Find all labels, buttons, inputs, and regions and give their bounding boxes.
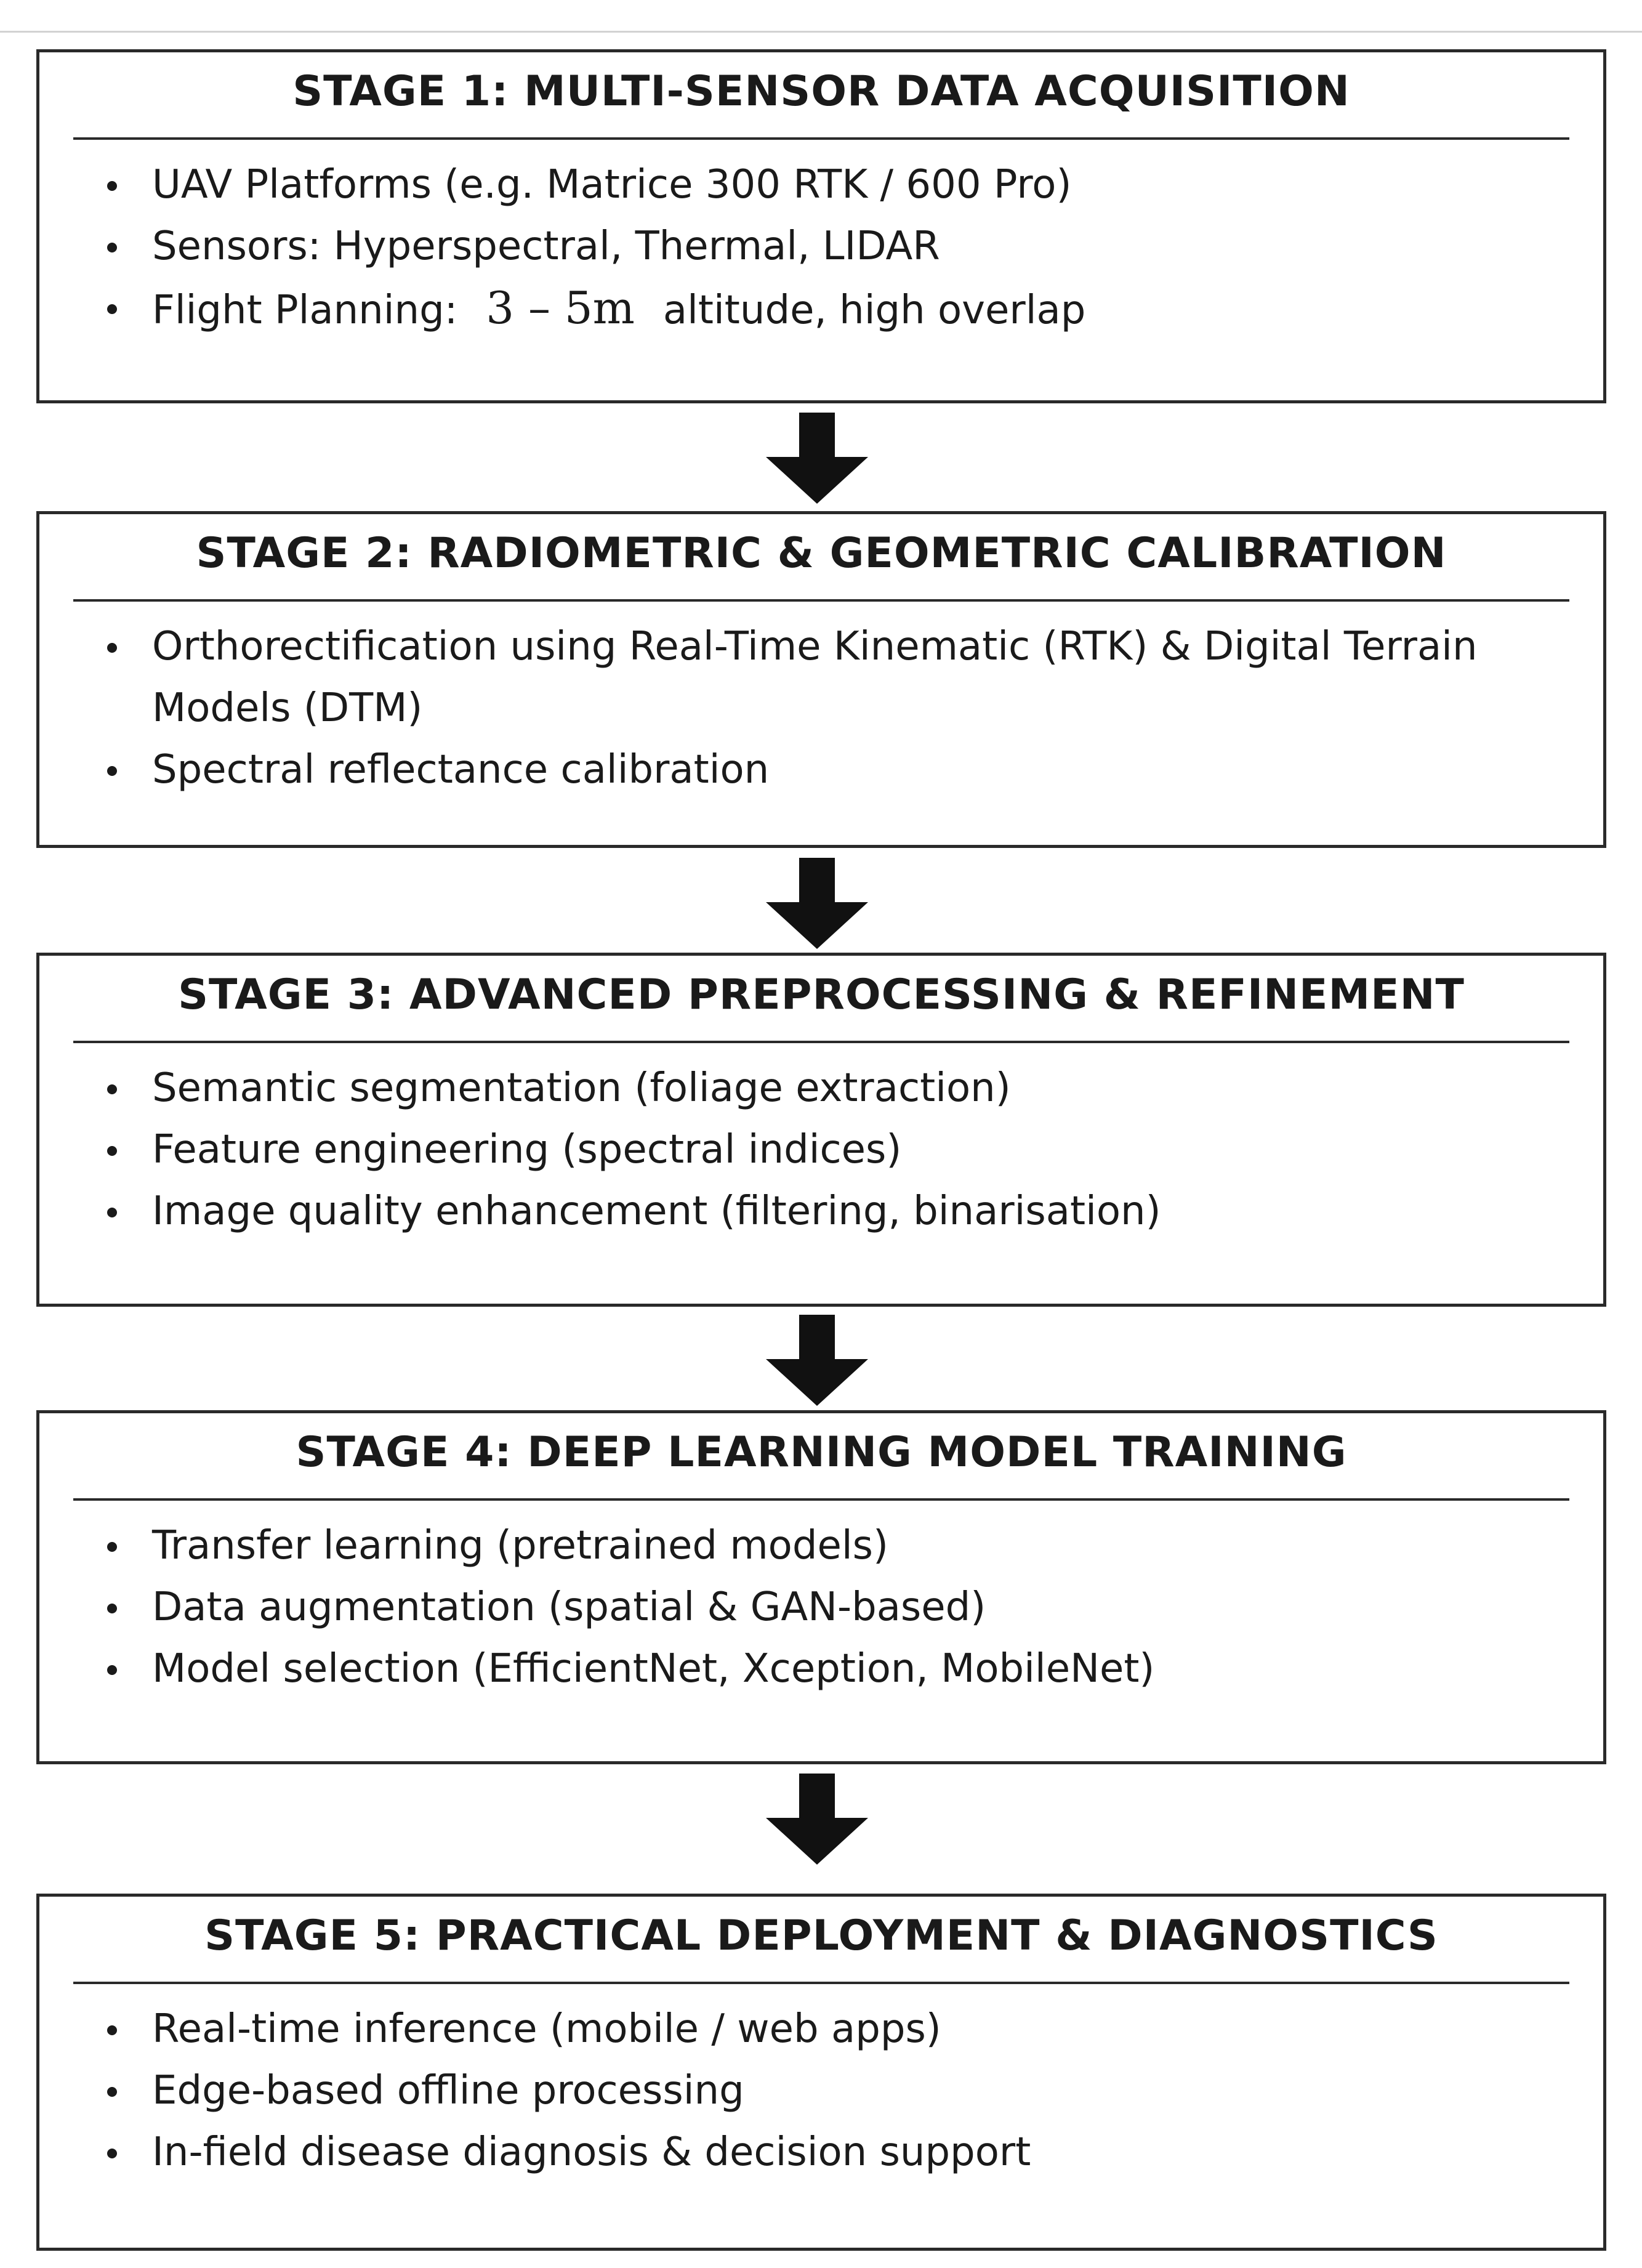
list-item: Edge-based offline processing <box>107 2060 1579 2121</box>
stage-1-divider <box>73 137 1569 140</box>
down-arrow-icon <box>762 413 872 505</box>
stage-4-divider <box>73 1498 1569 1501</box>
list-item: Spectral reflectance calibration <box>107 739 1579 801</box>
stage-2-title: STAGE 2: RADIOMETRIC & GEOMETRIC CALIBRATION <box>196 529 1447 578</box>
list-item: In-field disease diagnosis & decision support <box>107 2121 1579 2183</box>
stage-2-bullets <box>107 616 1579 801</box>
altitude-range: 3 – 5m <box>486 282 635 334</box>
list-item: Sensors: Hyperspectral, Thermal, LIDAR <box>107 216 1579 277</box>
list-item: Semantic segmentation (foliage extraction) <box>107 1057 1579 1119</box>
list-item: Real-time inference (mobile / web apps) <box>107 1998 1579 2060</box>
list-item: UAV Platforms (e.g. Matrice 300 RTK / 600 Pro) <box>107 154 1579 216</box>
flight-planning-detail: altitude, high overlap <box>662 288 1086 333</box>
list-item: Data augmentation (spatial & GAN-based) <box>107 1576 1579 1638</box>
flight-planning-label: Flight Planning: <box>152 288 458 333</box>
down-arrow-icon <box>762 1774 872 1866</box>
stage-4-title: STAGE 4: DEEP LEARNING MODEL TRAINING <box>296 1428 1347 1477</box>
stage-3-bullets <box>107 1057 1579 1242</box>
list-item <box>107 277 1579 341</box>
stage-5-divider <box>73 1982 1569 1984</box>
list-item: Orthorectification using Real-Time Kinematic (RTK) & Digital Terrain Models (DTM) <box>107 616 1579 739</box>
list-item: Model selection (EfficientNet, Xception, MobileNet) <box>107 1638 1579 1700</box>
top-divider <box>0 31 1642 33</box>
stage-2-divider <box>73 599 1569 602</box>
list-item: Transfer learning (pretrained models) <box>107 1515 1579 1576</box>
stage-1-title: STAGE 1: MULTI-SENSOR DATA ACQUISITION <box>292 67 1350 116</box>
stage-4-box <box>36 1410 1606 1764</box>
down-arrow-icon <box>762 1315 872 1407</box>
stage-2-box <box>36 511 1606 848</box>
stage-3-divider <box>73 1041 1569 1043</box>
stage-5-title: STAGE 5: PRACTICAL DEPLOYMENT & DIAGNOSTICS <box>204 1911 1438 1960</box>
stage-1-bullets <box>107 154 1579 341</box>
stage-5-bullets <box>107 1998 1579 2183</box>
list-item: Image quality enhancement (filtering, binarisation) <box>107 1180 1579 1242</box>
stage-5-box <box>36 1894 1606 2251</box>
down-arrow-icon <box>762 858 872 950</box>
stage-3-title: STAGE 3: ADVANCED PREPROCESSING & REFINEMENT <box>178 971 1465 1019</box>
stage-4-bullets <box>107 1515 1579 1700</box>
stage-3-box <box>36 953 1606 1307</box>
list-item: Feature engineering (spectral indices) <box>107 1119 1579 1180</box>
stage-1-box <box>36 49 1606 403</box>
